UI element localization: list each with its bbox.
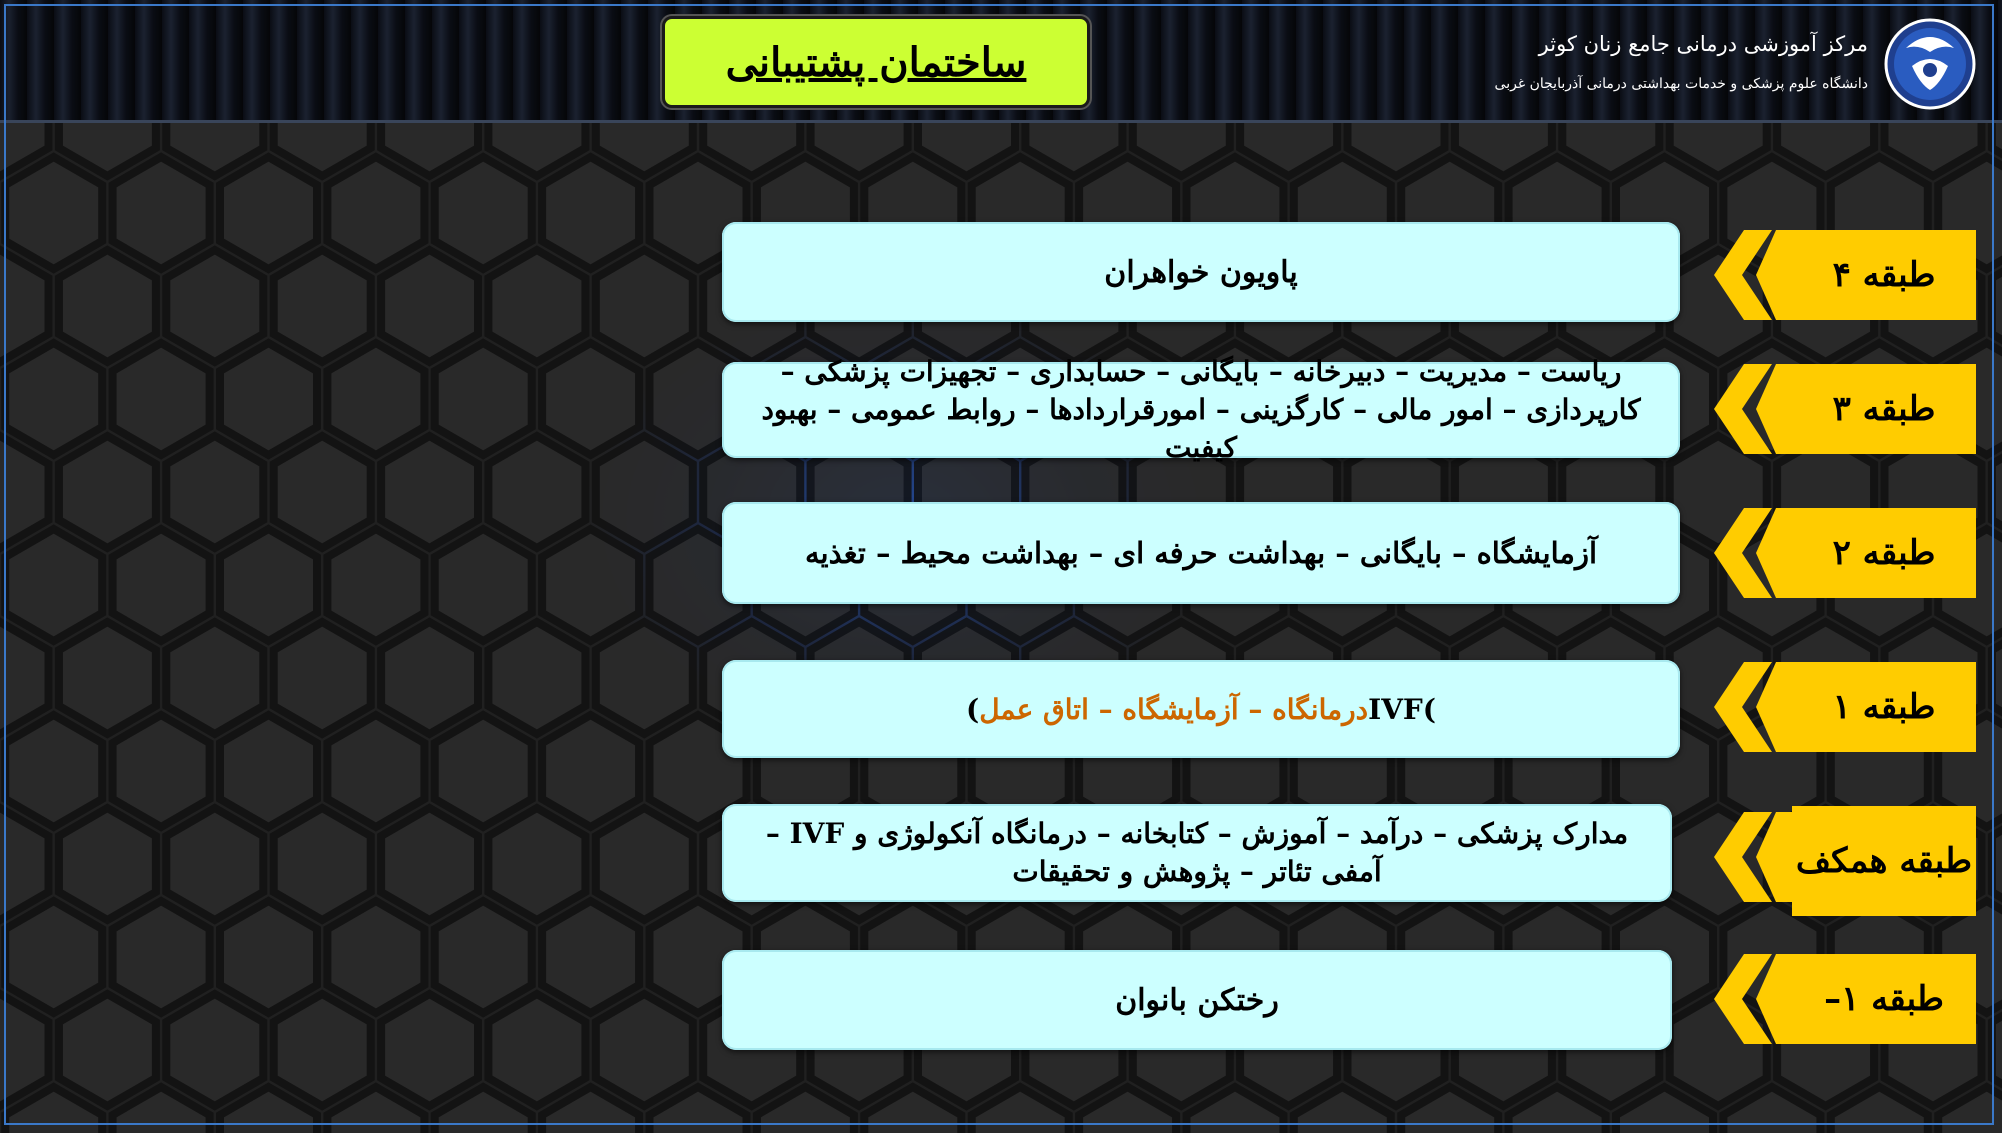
hexagon-tile	[0, 250, 49, 362]
hexagon-tile	[327, 715, 424, 827]
floor-3-line2: کارپردازی – امور مالی – کارگزینی – امورقراردادها – روابط عمومی – بهبود کیفیت	[761, 393, 1641, 464]
floor-1-prefix: IVF(	[1368, 692, 1437, 726]
hexagon-tile	[0, 808, 49, 920]
hexagon-tile	[166, 250, 263, 362]
basement-card	[722, 950, 1672, 1050]
logo-subtitle: دانشگاه علوم پزشکی و خدمات بهداشتی درمانی آذربایجان غربی	[1494, 76, 1868, 92]
hexagon-tile	[381, 622, 478, 734]
hexagon-tile	[596, 622, 693, 734]
double-chevron-left-icon	[1704, 954, 1794, 1044]
hexagon-tile	[166, 808, 263, 920]
floor-1-highlight: درمانگاه – آزمایشگاه – اتاق عمل	[979, 692, 1369, 726]
hexagon-tile	[220, 529, 317, 641]
hexagon-tile	[596, 250, 693, 362]
hospital-logo-icon	[1884, 18, 1976, 110]
hexagon-tile	[274, 250, 371, 362]
hexagon-tile	[59, 436, 156, 548]
title-box	[662, 16, 1090, 108]
hexagon-tile	[5, 715, 102, 827]
hexagon-tile	[59, 250, 156, 362]
hexagon-tile	[5, 901, 102, 1013]
double-chevron-left-icon	[1704, 662, 1794, 752]
floor-1-suffix: )	[965, 692, 980, 726]
basement-text: رختکن بانوان	[1115, 982, 1279, 1018]
hexagon-tile	[542, 715, 639, 827]
floor-1-text	[966, 693, 1436, 726]
hexagon-tile	[113, 529, 210, 641]
hexagon-tile	[220, 157, 317, 269]
hexagon-tile	[166, 622, 263, 734]
hexagon-tile	[327, 157, 424, 269]
hexagon-tile	[435, 343, 532, 455]
ground-floor-card	[722, 804, 1672, 902]
logo-block	[1494, 14, 1996, 114]
ground-floor-label: طبقه همکف	[1792, 806, 1976, 916]
logo-title: مرکز آموزشی درمانی جامع زنان کوثر	[1538, 32, 1868, 56]
hexagon-tile	[220, 901, 317, 1013]
hexagon-tile	[274, 994, 371, 1106]
hexagon-tile	[59, 994, 156, 1106]
hexagon-tile	[274, 622, 371, 734]
hexagon-tile	[166, 994, 263, 1106]
floor-2-card	[722, 502, 1680, 604]
double-chevron-left-icon	[1704, 508, 1794, 598]
hexagon-tile	[542, 529, 639, 641]
hexagon-tile	[0, 622, 49, 734]
hexagon-tile	[59, 808, 156, 920]
hexagon-tile	[488, 250, 585, 362]
hexagon-tile	[5, 157, 102, 269]
hexagon-tile	[596, 436, 693, 548]
floor-4-label: طبقه ۴	[1792, 230, 1976, 320]
hexagon-tile	[220, 343, 317, 455]
hexagon-tile	[274, 436, 371, 548]
hexagon-tile	[113, 157, 210, 269]
hexagon-tile	[327, 901, 424, 1013]
hexagon-tile	[542, 343, 639, 455]
hexagon-tile	[488, 436, 585, 548]
hexagon-tile	[166, 436, 263, 548]
header-bar	[0, 0, 2002, 123]
floor-2-label: طبقه ۲	[1792, 508, 1976, 598]
floor-4-text: پاویون خواهران	[1104, 254, 1298, 290]
hexagon-tile	[0, 994, 49, 1106]
hexagon-tile	[435, 157, 532, 269]
hexagon-tile	[542, 157, 639, 269]
hexagon-tile	[488, 622, 585, 734]
hexagon-tile	[59, 622, 156, 734]
hexagon-tile	[488, 808, 585, 920]
hexagon-tile	[488, 994, 585, 1106]
floor-3-label: طبقه ۳	[1792, 364, 1976, 454]
hexagon-tile	[220, 715, 317, 827]
floor-4-card	[722, 222, 1680, 322]
double-chevron-left-icon	[1704, 230, 1794, 320]
hexagon-tile	[596, 808, 693, 920]
floor-3-line1: ریاست – مدیریت – دبیرخانه – بایگانی – حسابداری – تجهیزات پزشکی –	[780, 355, 1622, 388]
hexagon-tile	[5, 529, 102, 641]
floor-3-card	[722, 355, 1680, 464]
basement-label: طبقه ۱–	[1792, 954, 1976, 1044]
ground-floor-line2: آمفی تئاتر – پژوهش و تحقیقات	[1012, 855, 1382, 888]
hexagon-tile	[327, 343, 424, 455]
double-chevron-left-icon	[1704, 364, 1794, 454]
hexagon-tile	[381, 994, 478, 1106]
hexagon-tile	[0, 436, 49, 548]
page-title: ساختمان پشتیبانی	[725, 38, 1027, 86]
hexagon-tile	[113, 715, 210, 827]
hexagon-tile	[113, 901, 210, 1013]
ground-floor-line1: مدارک پزشکی – درآمد – آموزش – کتابخانه – درمانگاه آنکولوژی و IVF –	[765, 817, 1629, 850]
hexagon-tile	[381, 436, 478, 548]
floor-2-text: آزمایشگاه – بایگانی – بهداشت حرفه ای – بهداشت محیط – تغذیه	[804, 536, 1598, 570]
hexagon-tile	[327, 529, 424, 641]
hexagon-tile	[435, 715, 532, 827]
hexagon-tile	[381, 250, 478, 362]
hexagon-tile	[274, 808, 371, 920]
floor-1-label: طبقه ۱	[1792, 662, 1976, 752]
hexagon-tile	[381, 808, 478, 920]
floor-1-card	[722, 660, 1680, 758]
hexagon-tile	[542, 901, 639, 1013]
hexagon-tile	[435, 529, 532, 641]
hexagon-tile	[113, 343, 210, 455]
hexagon-tile	[5, 343, 102, 455]
hexagon-tile	[435, 901, 532, 1013]
double-chevron-left-icon	[1704, 812, 1794, 902]
hexagon-tile	[596, 994, 693, 1106]
